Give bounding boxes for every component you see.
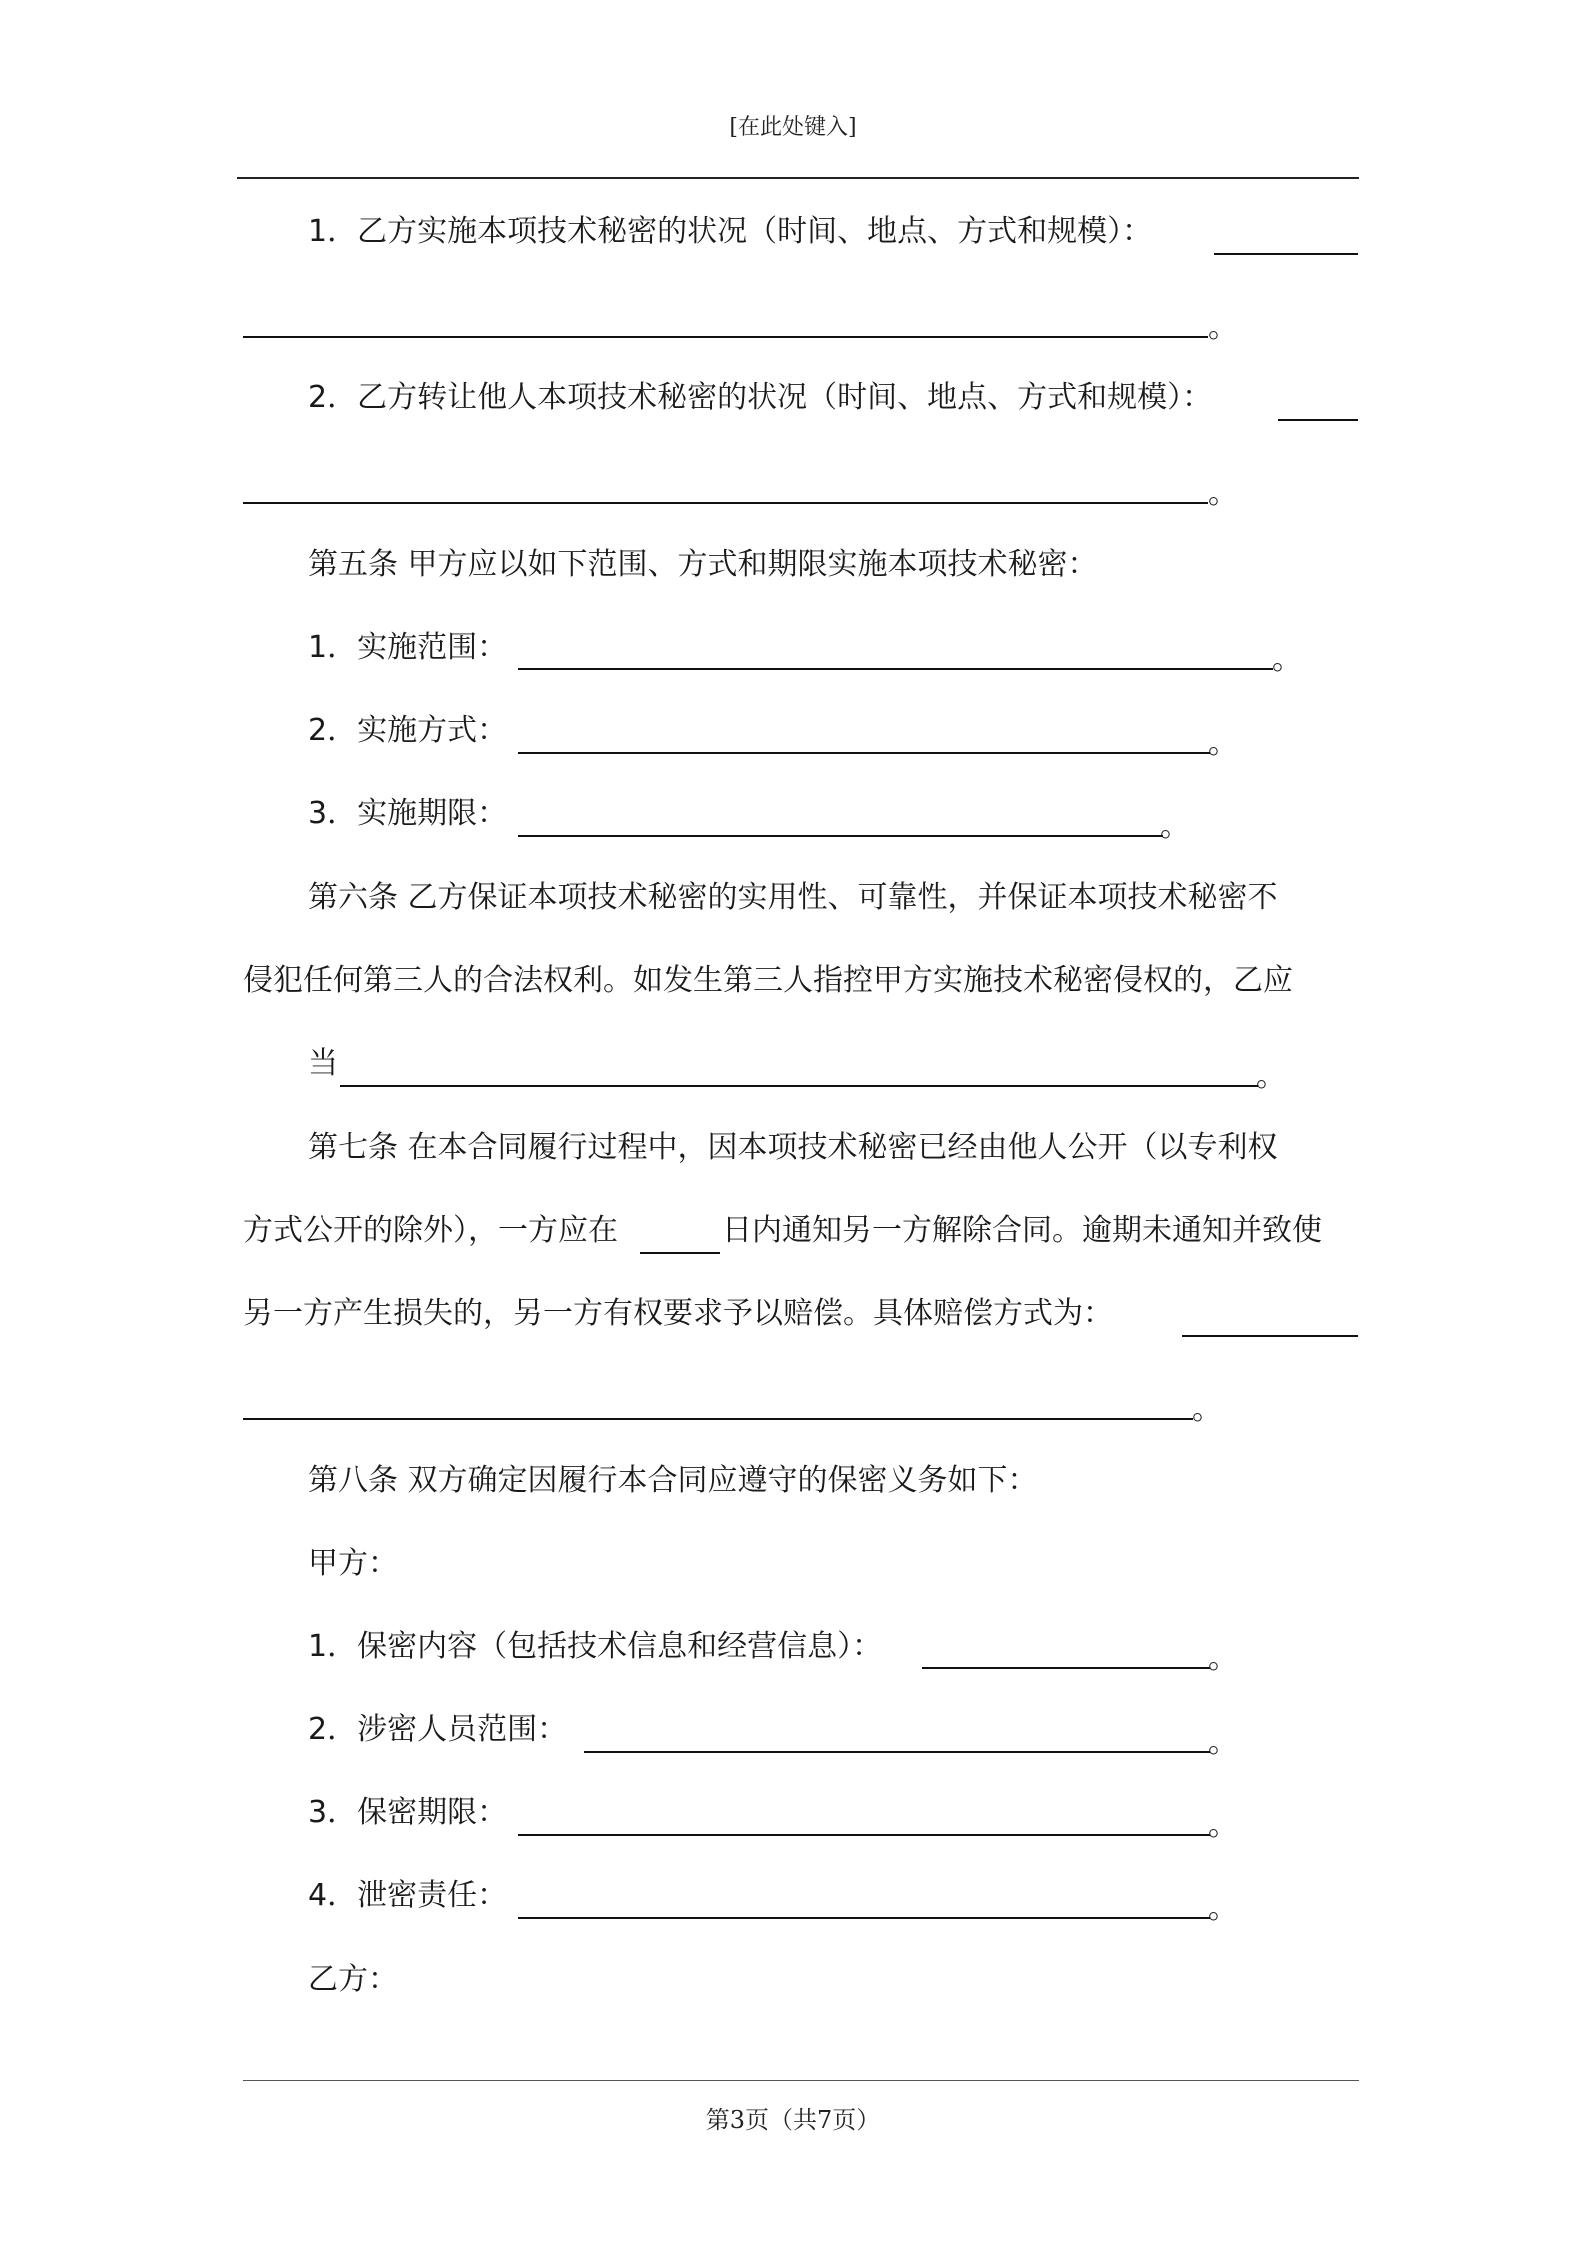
fill-blank[interactable]: [518, 752, 1210, 754]
period-mark: 。: [1256, 1059, 1286, 1094]
fill-blank[interactable]: [340, 1085, 1258, 1087]
clause-4-item-2: [308, 378, 1212, 418]
article-7-line-3: 另一方产生损失的，另一方有权要求予以赔偿。具体赔偿方式为：: [243, 1296, 1113, 1331]
period-mark: 。: [1208, 1891, 1238, 1926]
days-blank[interactable]: [640, 1252, 720, 1254]
period-mark: 。: [1208, 726, 1238, 761]
clause-4-item-1: [308, 212, 1152, 252]
article-6-line-2: 侵犯任何第三人的合法权利。如发生第三人指控甲方实施技术秘密侵权的，乙应: [243, 963, 1293, 998]
article-8-heading: 第八条 双方确定因履行本合同应遵守的保密义务如下：: [308, 1463, 1038, 1498]
fill-blank[interactable]: [243, 336, 1208, 338]
period-mark: 。: [1208, 1641, 1238, 1676]
clause-text: 1．乙方实施本项技术秘密的状况（时间、地点、方式和规模）：: [308, 214, 1153, 249]
party-b-label: 乙方：: [308, 1962, 398, 1997]
period-mark: 。: [1208, 476, 1238, 511]
page-number: 第3页（共7页）: [705, 2106, 881, 2134]
fill-blank[interactable]: [518, 1834, 1210, 1836]
fill-blank[interactable]: [518, 668, 1273, 670]
article-5-item-2: 2．实施方式：: [308, 713, 508, 748]
fill-blank[interactable]: [243, 1418, 1193, 1420]
article-5-heading: 第五条 甲方应以如下范围、方式和期限实施本项技术秘密：: [308, 547, 1098, 582]
period-mark: 。: [1160, 809, 1190, 844]
fill-blank[interactable]: [1278, 419, 1358, 421]
clause-text: 2．乙方转让他人本项技术秘密的状况（时间、地点、方式和规模）：: [308, 380, 1213, 415]
page-header: [在此处键入]: [729, 115, 857, 140]
period-mark: 。: [1192, 1392, 1222, 1427]
fill-blank[interactable]: [922, 1667, 1210, 1669]
header-divider: [237, 177, 1359, 179]
fill-blank[interactable]: [1182, 1335, 1358, 1337]
article-7-line-2a: 方式公开的除外），一方应在: [243, 1213, 618, 1248]
period-mark: 。: [1208, 310, 1238, 345]
period-mark: 。: [1208, 1808, 1238, 1843]
article-7-line-1: 第七条 在本合同履行过程中，因本项技术秘密已经由他人公开（以专利权: [308, 1130, 1278, 1165]
party-a-item-2: 2．涉密人员范围：: [308, 1712, 568, 1747]
footer-divider: [243, 2080, 1359, 2081]
fill-blank[interactable]: [518, 1917, 1210, 1919]
fill-blank[interactable]: [518, 835, 1163, 837]
fill-blank[interactable]: [584, 1751, 1210, 1753]
party-a-item-4: 4．泄密责任：: [308, 1878, 508, 1913]
article-5-item-1: 1．实施范围：: [308, 630, 508, 665]
party-a-item-1: 1．保密内容（包括技术信息和经营信息）：: [308, 1629, 883, 1664]
party-a-label: 甲方：: [308, 1546, 398, 1581]
article-7-line-2b: 日内通知另一方解除合同。逾期未通知并致使: [722, 1213, 1322, 1248]
fill-blank[interactable]: [1214, 253, 1358, 255]
article-6-line-3: 当: [308, 1046, 338, 1081]
party-a-item-3: 3．保密期限：: [308, 1795, 508, 1830]
fill-blank[interactable]: [243, 502, 1208, 504]
period-mark: 。: [1208, 1725, 1238, 1760]
period-mark: 。: [1272, 642, 1302, 677]
article-5-item-3: 3．实施期限：: [308, 796, 508, 831]
article-6-line-1: 第六条 乙方保证本项技术秘密的实用性、可靠性，并保证本项技术秘密不: [308, 880, 1278, 915]
